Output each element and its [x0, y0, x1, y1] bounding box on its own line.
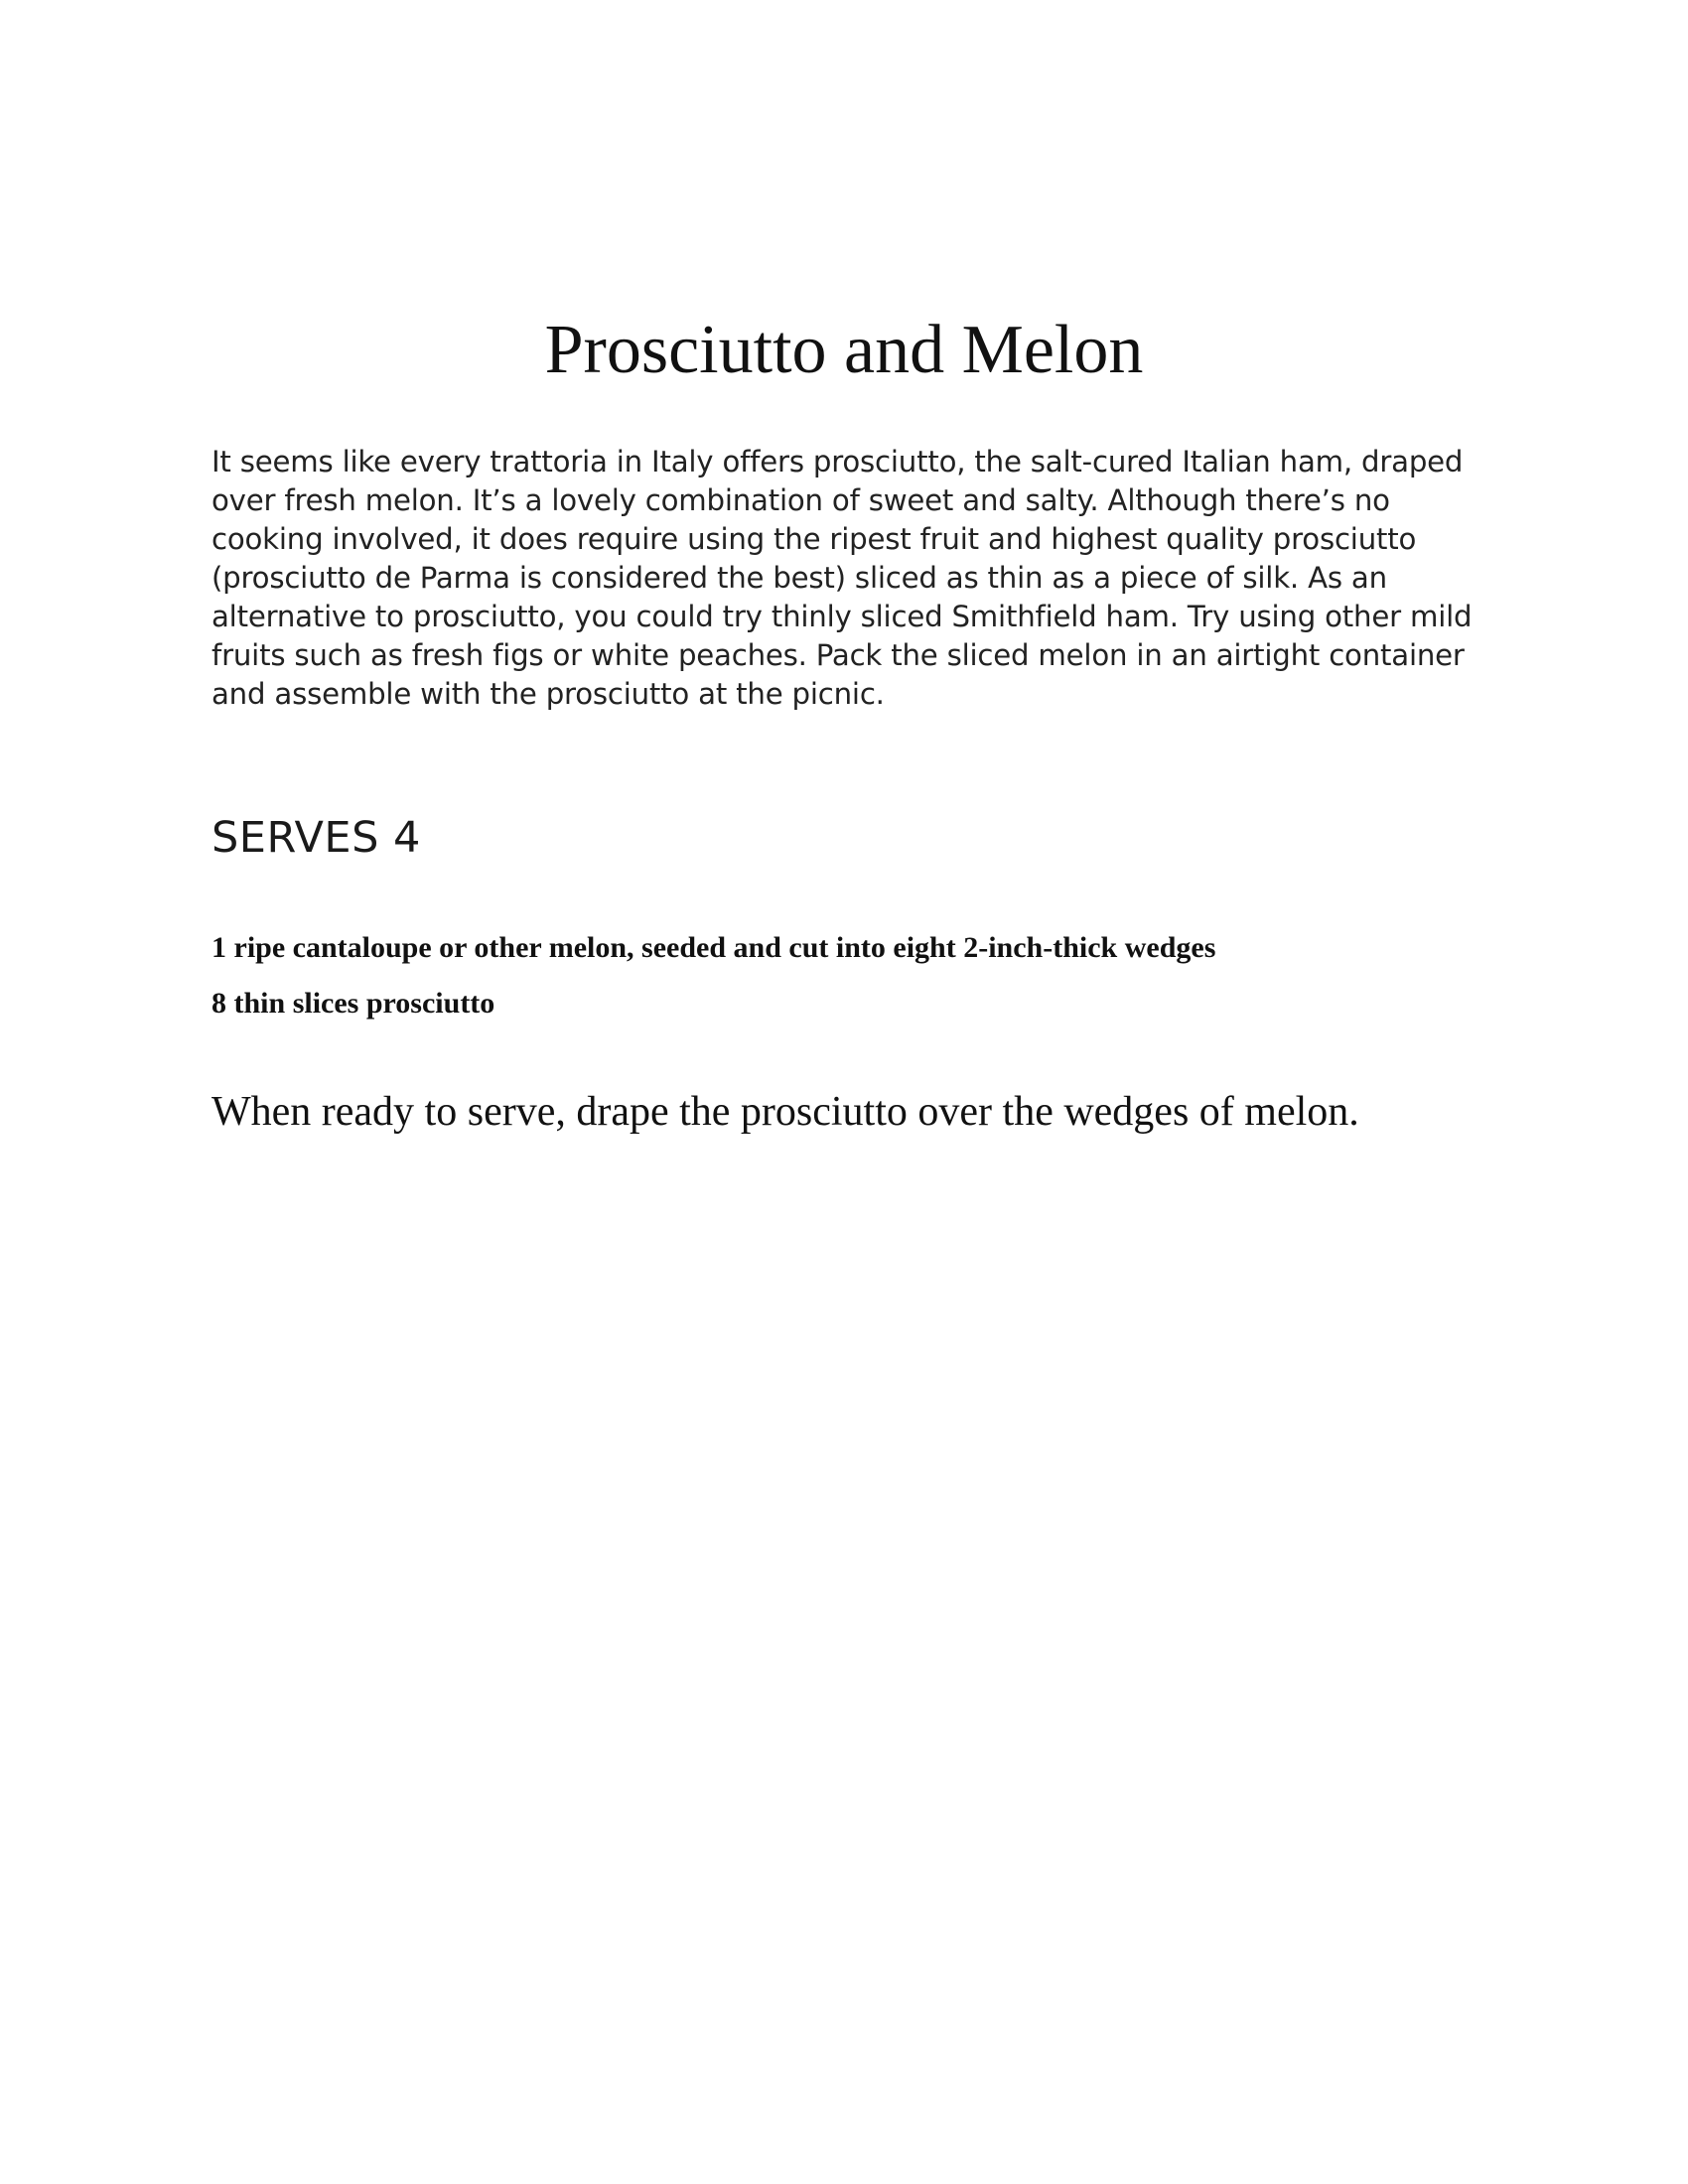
recipe-instruction: When ready to serve, drape the prosciutto over the wedges of melon.	[211, 1089, 1359, 1135]
servings-heading: SERVES 4	[211, 813, 421, 863]
recipe-intro: It seems like every trattoria in Italy offers prosciutto, the salt-cured Italian ham, draped over fresh melon. It’s a lovely combination of sweet and salty. Although there’s no cooking involved, it does require using the ripest fruit and highest quality prosciutto (prosciutto de Parma is considered the best) sliced as thin as a piece of silk. As an alternative to prosciutto, you could try thinly sliced Smithfield ham. Try using other mild fruits such as fresh figs or white peaches. Pack the sliced melon in an airtight container and assemble with the prosciutto at the picnic.	[211, 445, 1473, 711]
ingredient-item: 1 ripe cantaloupe or other melon, seeded and cut into eight 2-inch-thick wedges	[211, 931, 1216, 964]
recipe-title: Prosciutto and Melon	[544, 312, 1144, 388]
ingredient-item: 8 thin slices prosciutto	[211, 987, 495, 1020]
ingredient-list	[211, 933, 1502, 1044]
